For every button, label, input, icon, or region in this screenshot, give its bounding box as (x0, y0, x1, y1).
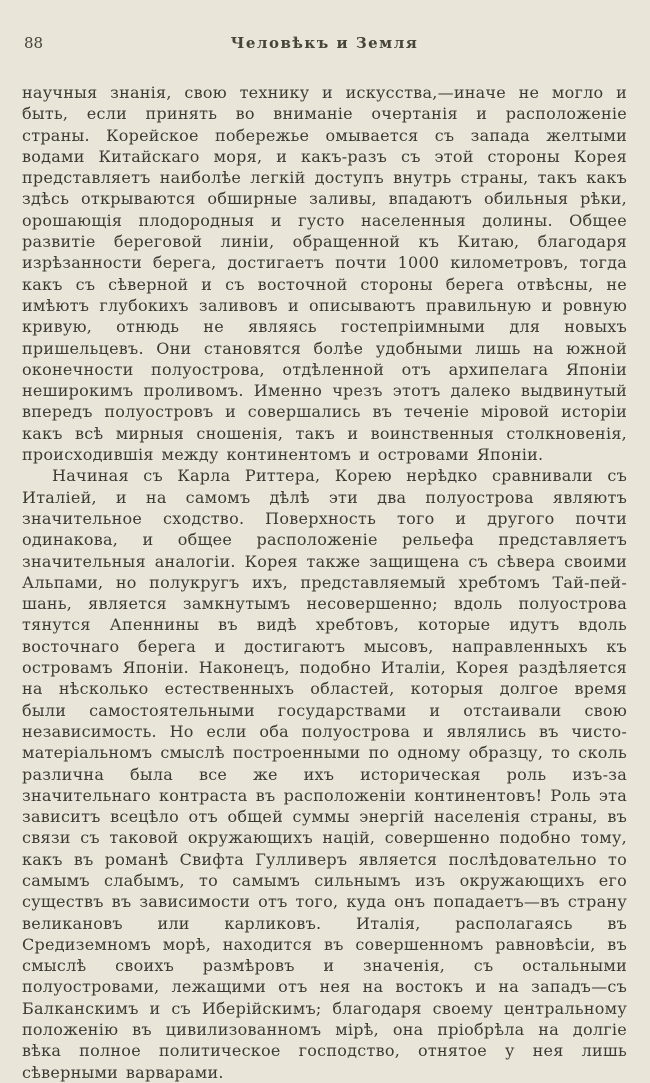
body-text (22, 82, 627, 1083)
paragraph-continuation: научныя знанія, свою технику и искусства,—иначе не могло и быть, если принять во вниманіе очертанія и расположеніе страны. Корейское побережье омывается съ запада желтыми водами Китайскаго моря, и какъ-разъ съ этой стороны Корея представляетъ наиболѣе легкій доступъ внутрь страны, такъ какъ здѣсь открываются обширные заливы, впадаютъ обильныя рѣки, орошающія плодородныя и густо населенныя долины. Общее развитіе береговой линіи, обращенной къ Китаю, благодаря изрѣзанности берега, достигаетъ почти 1000 километровъ, тогда какъ съ сѣверной и съ восточной стороны берега отвѣсны, не имѣютъ глубокихъ заливовъ и описываютъ правильную и ровную кривую, отнюдь не являясь гостепріимными для новыхъ пришельцевъ. Они становятся болѣе удобными лишь на южной оконечности полуострова, отдѣленной отъ архипелага Японіи неширокимъ проливомъ. Именно чрезъ этотъ далеко выдвинутый впередъ полуостровъ и совершались въ теченіе міровой исторіи какъ всѣ мирныя сношенія, такъ и воинственныя столкновенія, происходившія между континентомъ и островами Японіи. (22, 83, 627, 465)
page-number: 88 (24, 34, 44, 52)
running-title: Человѣкъ и Земля (230, 34, 419, 52)
page-header (22, 34, 627, 56)
paragraph: Начиная съ Карла Риттера, Корею нерѣдко сравнивали съ Италіей, и на самомъ дѣлѣ эти два полуострова являютъ значительное сходство. Поверхность того и другого почти одинакова, и общее расположеніе рельефа представляетъ значительныя аналогіи. Корея также защищена съ сѣвера своими Альпами, но полукругъ ихъ, представляемый хребтомъ Тай-пей-шань, является замкнутымъ несовершенно; вдоль полуострова тянутся Апеннины въ видѣ хребтовъ, которые идутъ вдоль восточнаго берега и достигаютъ мысовъ, направленныхъ къ островамъ Японіи. Наконецъ, подобно Италіи, Корея раздѣляется на нѣсколько естественныхъ областей, которыя долгое время были самостоятельными государствами и отстаивали свою независимость. Но если оба полуострова и являлись въ чисто-матеріальномъ смыслѣ построенными по одному образцу, то сколь различна была все же ихъ историческая роль изъ-за значительнаго контраста въ расположеніи континентовъ! Роль эта зависитъ всецѣло отъ общей суммы энергій населенія страны, въ связи съ таковой окружающихъ націй, совершенно подобно тому, какъ въ романѣ Свифта Гулливеръ является послѣдовательно то самымъ слабымъ, то самымъ сильнымъ изъ окружающихъ его существъ въ зависимости отъ того, куда онъ попадаетъ—въ страну великановъ или карликовъ. Италія, располагаясь въ Средиземномъ морѣ, находится въ совершенномъ равновѣсіи, въ смыслѣ своихъ размѣровъ и значенія, съ остальными полуостровами, лежащими отъ нея на востокъ и на западъ—съ Балканскимъ и съ Иберійскимъ; благодаря своему центральному положенію въ цивилизованномъ мірѣ, она пріобрѣла на долгіе вѣка полное политическое господство, отнятое у нея лишь сѣверными варварами. (22, 466, 627, 1082)
